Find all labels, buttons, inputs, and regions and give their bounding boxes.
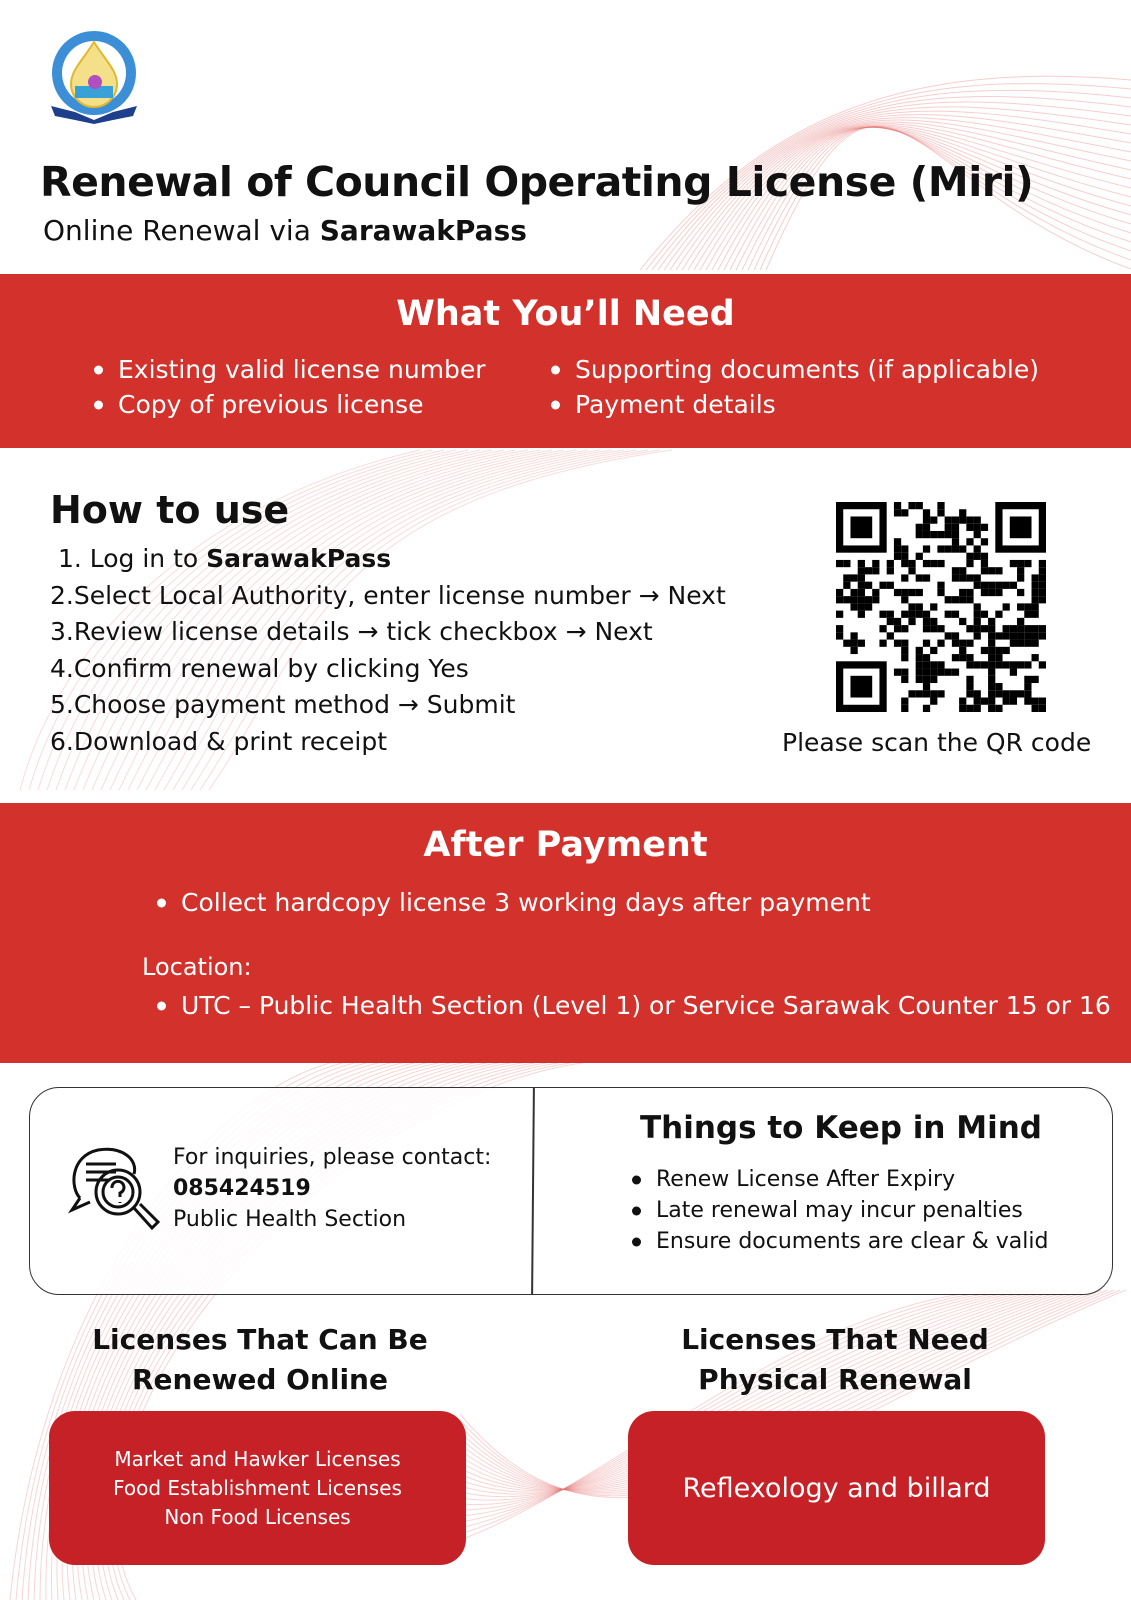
council-logo bbox=[45, 28, 143, 124]
qr-caption: Please scan the QR code bbox=[782, 728, 1092, 757]
online-licenses-box bbox=[49, 1411, 466, 1565]
online-heading: Licenses That Can Be Renewed Online bbox=[92, 1323, 428, 1396]
keep-item: Renew License After Expiry bbox=[628, 1164, 1048, 1195]
step-item: 6.Download & print receipt bbox=[50, 726, 388, 756]
inquiry-search-icon bbox=[68, 1138, 168, 1238]
step-item: 4.Confirm renewal by clicking Yes bbox=[50, 653, 469, 683]
page-title: Renewal of Council Operating License (Miri) bbox=[40, 158, 1034, 206]
license-item: Non Food Licenses bbox=[164, 1504, 351, 1529]
step-item: 3.Review license details → tick checkbox → Next bbox=[50, 617, 653, 646]
license-item: Reflexology and billard bbox=[682, 1472, 991, 1504]
divider bbox=[531, 1088, 534, 1294]
need-item: Supporting documents (if applicable) bbox=[547, 352, 1039, 387]
location-item: UTC – Public Health Section (Level 1) or Service Sarawak Counter 15 or 16 bbox=[153, 988, 1111, 1023]
need-item: Payment details bbox=[547, 387, 1039, 422]
need-item: Existing valid license number bbox=[90, 352, 486, 387]
physical-licenses-box bbox=[628, 1411, 1045, 1565]
physical-heading: Licenses That Need Physical Renewal bbox=[681, 1323, 989, 1396]
contact-info bbox=[173, 1142, 491, 1235]
how-to-use-heading: How to use bbox=[50, 488, 290, 532]
license-item: Food Establishment Licenses bbox=[113, 1475, 402, 1500]
need-item: Copy of previous license bbox=[90, 387, 486, 422]
keep-in-mind-heading: Things to Keep in Mind bbox=[640, 1110, 1042, 1146]
step-item: 5.Choose payment method → Submit bbox=[50, 690, 516, 719]
contact-label: For inquiries, please contact: bbox=[173, 1145, 492, 1170]
contact-department: Public Health Section bbox=[173, 1207, 407, 1232]
what-you-need-section bbox=[0, 274, 1131, 448]
license-item: Market and Hawker Licenses bbox=[114, 1446, 401, 1471]
step-item: 2.Select Local Authority, enter license number → Next bbox=[50, 580, 726, 610]
page-subtitle: Online Renewal via SarawakPass bbox=[43, 214, 527, 247]
info-card bbox=[29, 1087, 1113, 1295]
after-payment-section bbox=[0, 803, 1131, 1063]
section-heading: What You’ll Need bbox=[396, 294, 735, 334]
keep-item: Ensure documents are clear & valid bbox=[628, 1226, 1048, 1257]
section-heading: After Payment bbox=[423, 825, 708, 865]
keep-item: Late renewal may incur penalties bbox=[628, 1195, 1048, 1226]
after-item: Collect hardcopy license 3 working days after payment bbox=[153, 885, 871, 920]
qr-code[interactable] bbox=[836, 502, 1046, 712]
location-label: Location: bbox=[142, 953, 252, 981]
contact-phone[interactable]: 085424519 bbox=[173, 1176, 311, 1201]
step-item: 1. Log in to SarawakPass bbox=[57, 544, 392, 573]
steps-list bbox=[50, 541, 726, 760]
